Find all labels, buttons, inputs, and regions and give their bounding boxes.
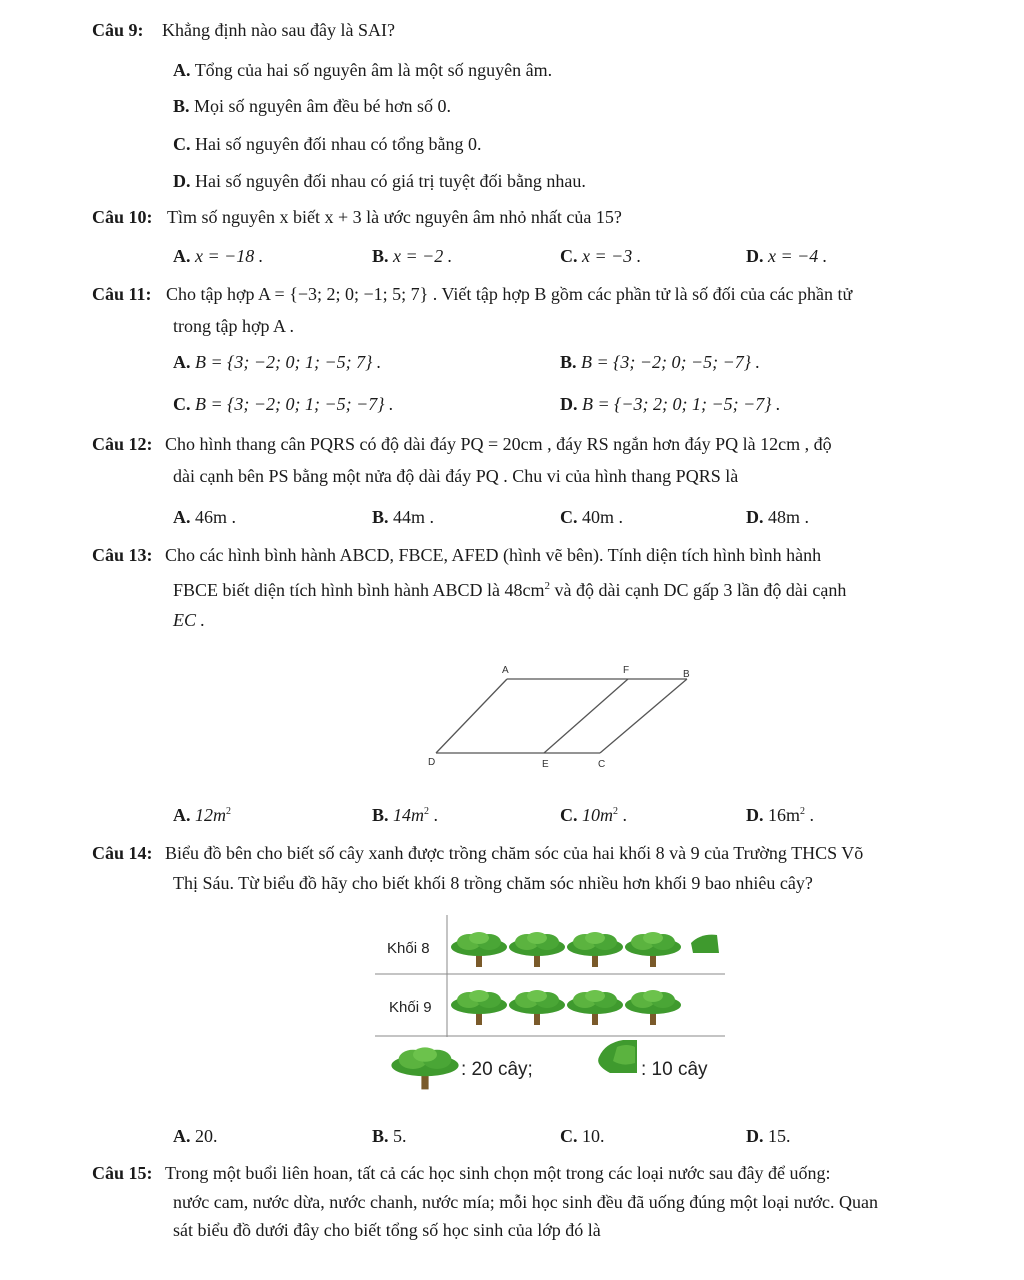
label-b: B <box>683 669 690 680</box>
legend-full: : 20 cây; <box>461 1059 533 1080</box>
khoi8-full-tree <box>451 932 507 967</box>
label-a: A <box>502 665 509 676</box>
q11-line2: trong tập hợp A . <box>173 316 295 336</box>
label-e: E <box>542 759 549 770</box>
row1-label: Khối 8 <box>387 940 430 957</box>
label-d: D <box>428 757 436 768</box>
khoi8-full-tree <box>625 932 681 967</box>
khoi9-full-tree <box>451 990 507 1025</box>
label-c: C <box>598 759 606 770</box>
q10-option-b[interactable]: B. x = −2 . <box>372 246 453 266</box>
q11-line1: Cho tập hợp A = {−3; 2; 0; −1; 5; 7} . Viết tập hợp B gồm các phần tử là số đối của các phần tử <box>166 284 853 304</box>
q14-line2: Thị Sáu. Từ biểu đồ hãy cho biết khối 8 trồng chăm sóc nhiều hơn khối 9 bao nhiêu cây? <box>173 873 813 893</box>
legend-full-tree-icon <box>391 1047 458 1089</box>
q13-label: Câu 13: <box>92 545 153 565</box>
khoi9-trees <box>451 990 681 1025</box>
q13-stem <box>92 545 821 566</box>
q11-option-d[interactable]: D. B = {−3; 2; 0; 1; −5; −7} . <box>560 394 781 414</box>
q12-stem <box>92 434 832 455</box>
q13-line1: Cho các hình bình hành ABCD, FBCE, AFED (hình vẽ bên). Tính diện tích hình bình hành <box>165 545 822 565</box>
q10-label: Câu 10: <box>92 207 153 227</box>
q14-option-b[interactable]: B. 5. <box>372 1126 407 1146</box>
q12-option-b[interactable]: B. 44m . <box>372 507 435 527</box>
legend-half: : 10 cây <box>641 1059 708 1080</box>
q12-option-a[interactable]: A. 46m . <box>173 507 237 527</box>
khoi8-trees <box>451 932 719 967</box>
q10-option-c[interactable]: C. x = −3 . <box>560 246 642 266</box>
q10-stem <box>92 207 622 228</box>
q15-line1: Trong một buổi liên hoan, tất cả các học sinh chọn một trong các loại nước sau đây để uống: <box>165 1163 831 1183</box>
q11-option-b[interactable]: B. B = {3; −2; 0; −5; −7} . <box>560 352 760 372</box>
q12-option-d[interactable]: D. 48m . <box>746 507 810 527</box>
khoi9-full-tree <box>509 990 565 1025</box>
q11-stem <box>92 284 852 305</box>
q13-option-a[interactable]: A. $12m^2$ <box>173 805 231 825</box>
q13-option-d[interactable]: D. $16m^2$ . <box>746 805 815 825</box>
khoi9-full-tree <box>567 990 623 1025</box>
khoi8-full-tree <box>509 932 565 967</box>
q14-label: Câu 14: <box>92 843 153 863</box>
q14-stem <box>92 843 863 864</box>
q11-label: Câu 11: <box>92 284 152 304</box>
q9-label: Câu 9: <box>92 20 144 40</box>
q11-option-c[interactable]: C. B = {3; −2; 0; 1; −5; −7} . <box>173 394 394 414</box>
q9-stem <box>92 20 395 41</box>
parallelogram-figure <box>420 655 720 775</box>
q12-label: Câu 12: <box>92 434 153 454</box>
q15-stem <box>92 1163 830 1184</box>
q14-option-a[interactable]: A. 20. <box>173 1126 218 1146</box>
q14-option-c[interactable]: C. 10. <box>560 1126 605 1146</box>
row2-label: Khối 9 <box>389 999 432 1016</box>
q9-option-d[interactable]: D. Hai số nguyên đối nhau có giá trị tuyệt đối bằng nhau. <box>173 171 586 191</box>
tree-pictograph <box>375 915 730 1100</box>
q15-label: Câu 15: <box>92 1163 153 1183</box>
khoi9-full-tree <box>625 990 681 1025</box>
q13-option-b[interactable]: B. $14m^2$ . <box>372 805 439 825</box>
q9-text: Khẳng định nào sau đây là SAI? <box>162 20 395 40</box>
q15-line3: sát biểu đồ dưới đây cho biết tổng số học sinh của lớp đó là <box>173 1220 601 1240</box>
legend-half-tree-icon <box>598 1040 637 1073</box>
q10-option-a[interactable]: A. x = −18 . <box>173 246 264 266</box>
q13-option-c[interactable]: C. $10m^2$ . <box>560 805 627 825</box>
q9-option-b[interactable]: B. Mọi số nguyên âm đều bé hơn số 0. <box>173 96 452 116</box>
q13-line3: EC . <box>173 610 206 630</box>
q12-option-c[interactable]: C. 40m . <box>560 507 624 527</box>
q14-option-d[interactable]: D. 15. <box>746 1126 791 1146</box>
khoi8-half-tree <box>691 935 719 953</box>
q12-line1: Cho hình thang cân PQRS có độ dài đáy PQ = 20cm , đáy RS ngắn hơn đáy PQ là 12cm , độ <box>165 434 832 454</box>
q9-option-c[interactable]: C. Hai số nguyên đối nhau có tổng bằng 0. <box>173 134 482 154</box>
q10-text: Tìm số nguyên x biết x + 3 là ước nguyên âm nhỏ nhất của 15? <box>167 207 622 227</box>
q12-line2: dài cạnh bên PS bằng một nửa độ dài đáy PQ . Chu vi của hình thang PQRS là <box>173 466 739 486</box>
khoi8-full-tree <box>567 932 623 967</box>
q15-line2: nước cam, nước dừa, nước chanh, nước mía; mỗi học sinh đều đã uống đúng một loại nước. Quan <box>173 1192 878 1212</box>
q14-line1: Biểu đồ bên cho biết số cây xanh được trồng chăm sóc của hai khối 8 và 9 của Trường THCS Võ <box>165 843 864 863</box>
q11-option-a[interactable]: A. B = {3; −2; 0; 1; −5; 7} . <box>173 352 382 372</box>
label-f: F <box>623 665 630 676</box>
q9-option-a[interactable]: A. Tổng của hai số nguyên âm là một số nguyên âm. <box>173 60 553 80</box>
q13-line2: FBCE biết diện tích hình bình hành ABCD là $48cm^2$ và độ dài cạnh DC gấp 3 lần độ dài cạnh <box>173 580 847 600</box>
q10-option-d[interactable]: D. x = −4 . <box>746 246 828 266</box>
